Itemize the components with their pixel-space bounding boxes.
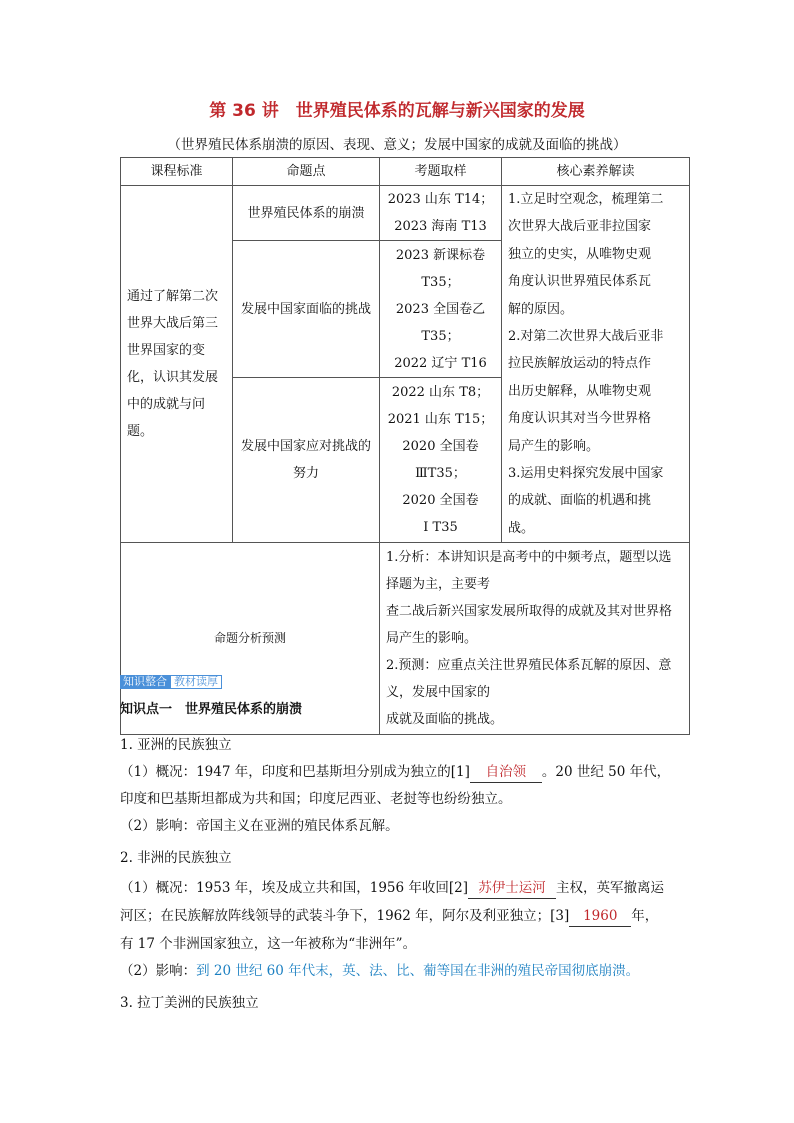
paragraph-line: （1）概况：1953 年，埃及成立共和国，1956 年收回[2] 苏伊士运河 主权，英军撤离运: [120, 878, 680, 899]
tag-textbook: 教材读厚: [170, 675, 222, 689]
header-standard: 课程标准: [121, 158, 233, 186]
header-point: 命题点: [233, 158, 380, 186]
answer-blank-3: 1960: [569, 906, 631, 927]
cell-point-1: 世界殖民体系的崩溃: [233, 186, 380, 241]
curriculum-table: [120, 157, 690, 735]
cell-core: 1.立足时空观念，梳理第二 次世界大战后亚非拉国家 独立的史实，从唯物史观 角度认识世界殖民体系瓦 解的原因。 2.对第二次世界大战后亚非 拉民族解放运动的特点作 出历史解释，从唯物史观 角度认识其对当今世界格 局产生的影响。 3.运用史料探究发展中国家 的成就、面临的机遇和挑 战。: [502, 186, 690, 543]
paragraph-line: （2）影响：帝国主义在亚洲的殖民体系瓦解。: [120, 818, 399, 834]
header-core: 核心素养解读: [502, 158, 690, 186]
cell-prediction: 1.分析：本讲知识是高考中的中频考点，题型以选择题为主，主要考 查二战后新兴国家发展所取得的成就及其对世界格局产生的影响。 2.预测：应重点关注世界殖民体系瓦解的原因、意义，发展中国家的 成就及面临的挑战。: [380, 543, 690, 735]
cell-standard: 通过了解第二次 世界大战后第三 世界国家的变 化，认识其发展 中的成就与问 题。: [121, 186, 233, 543]
cell-prediction-label: 命题分析预测: [121, 543, 380, 735]
paragraph-line: （2）影响：到 20 世纪 60 年代末，英、法、比、葡等国在非洲的殖民帝国彻底崩溃。: [120, 963, 640, 979]
table-header-row: [121, 158, 690, 186]
page-subtitle: （世界殖民体系崩溃的原因、表现、意义；发展中国家的成就及面临的挑战）: [167, 137, 627, 153]
knowledge-point-heading: 知识点一 世界殖民体系的崩溃: [120, 702, 303, 717]
cell-sample-2: 2023 新课标卷 T35； 2023 全国卷乙 T35； 2022 辽宁 T16: [380, 241, 502, 378]
paragraph-line: （1）概况：1947 年，印度和巴基斯坦分别成为独立的[1] 自治领 。20 世纪 50 年代，: [120, 762, 680, 783]
section-tag: [120, 675, 222, 689]
cell-point-2: 发展中国家面临的挑战: [233, 241, 380, 378]
paragraph-line: 河区；在民族解放阵线领导的武装斗争下，1962 年，阿尔及利亚独立；[3] 1960 年，: [120, 906, 680, 927]
header-sample: 考题取样: [380, 158, 502, 186]
section-heading: 2. 非洲的民族独立: [120, 850, 232, 866]
section-heading: 3. 拉丁美洲的民族独立: [120, 995, 259, 1011]
highlighted-answer: 到 20 世纪 60 年代末，英、法、比、葡等国在非洲的殖民帝国彻底崩溃。: [196, 963, 640, 979]
tag-knowledge: 知识整合: [120, 675, 170, 689]
answer-blank-2: 苏伊士运河: [468, 878, 556, 899]
answer-blank-1: 自治领: [470, 762, 542, 783]
cell-sample-1: 2023 山东 T14； 2023 海南 T13: [380, 186, 502, 241]
paragraph-line: 印度和巴基斯坦都成为共和国；印度尼西亚、老挝等也纷纷独立。: [120, 791, 512, 807]
section-heading: 1. 亚洲的民族独立: [120, 737, 232, 753]
paragraph-line: 有 17 个非洲国家独立，这一年被称为“非洲年”。: [120, 936, 417, 952]
table-row: [121, 186, 690, 241]
page-title: 第 36 讲 世界殖民体系的瓦解与新兴国家的发展: [209, 101, 585, 121]
cell-point-3: 发展中国家应对挑战的 努力: [233, 378, 380, 543]
cell-sample-3: 2022 山东 T8； 2021 山东 T15； 2020 全国卷 ⅢT35； 2020 全国卷 Ⅰ T35: [380, 378, 502, 543]
